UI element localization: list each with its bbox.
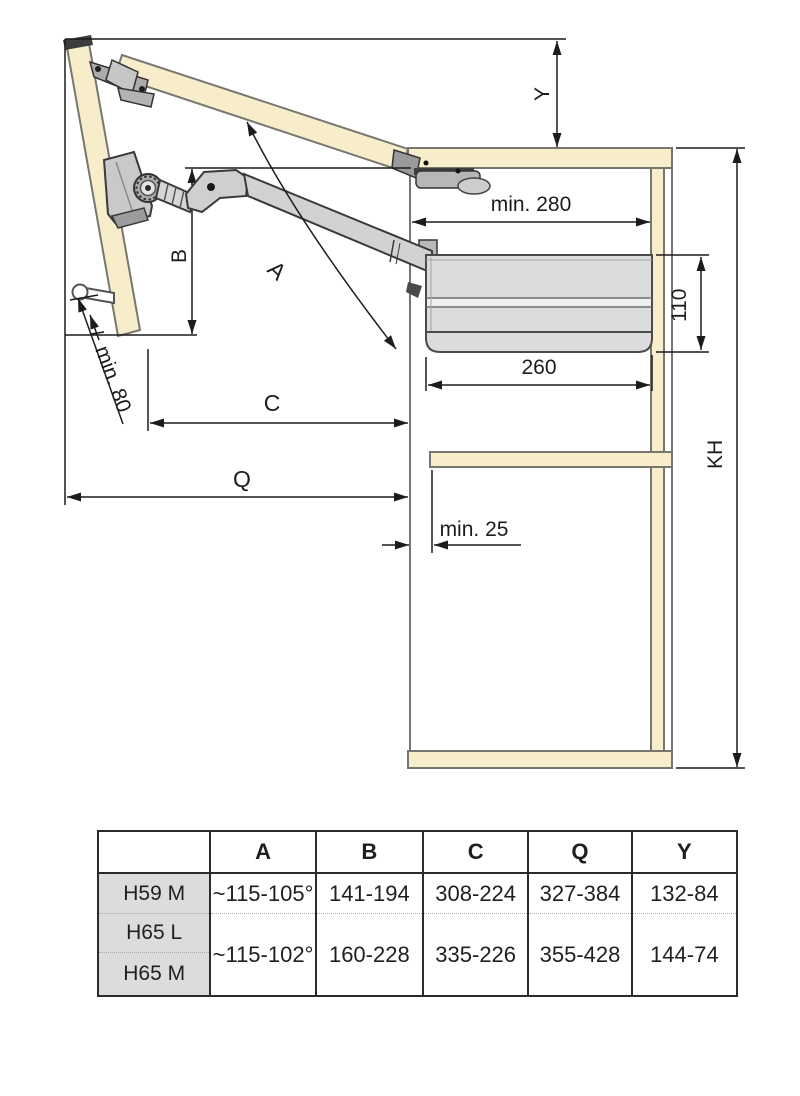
row-label-h65l: H65 L <box>98 914 210 953</box>
cabinet-bottom-panel <box>408 751 672 768</box>
cabinet-top-panel <box>408 148 672 168</box>
dim-label-110: 110 <box>668 288 691 322</box>
table-row-h65l <box>98 914 737 953</box>
table-header-empty <box>98 831 210 873</box>
lift-housing <box>406 255 652 352</box>
table-header-y: Y <box>632 831 737 873</box>
door-upper-panel <box>115 55 408 171</box>
row-label-h59m: H59 M <box>98 873 210 914</box>
arm-elbow <box>186 170 248 212</box>
cell-h65-c: 335-226 <box>423 914 528 997</box>
dim-label-y: Y <box>531 86 554 101</box>
spec-table-header-row <box>98 831 737 873</box>
dim-label-a: A <box>262 255 292 286</box>
dim-label-q: Q <box>233 466 251 492</box>
table-row-h59m <box>98 873 737 914</box>
dim-label-min25: min. 25 <box>439 518 509 541</box>
spec-table <box>97 830 738 997</box>
table-header-b: B <box>316 831 423 873</box>
table-header-c: C <box>423 831 528 873</box>
cell-h59m-b: 141-194 <box>316 873 423 914</box>
arm-pivot <box>207 183 215 191</box>
cabinet-carcass <box>408 148 672 768</box>
cell-h65-q: 355-428 <box>528 914 631 997</box>
cell-h65-y: 144-74 <box>632 914 737 997</box>
arm-hook <box>406 282 422 298</box>
cell-h65-a: ~115-102° <box>210 914 315 997</box>
cell-h59m-q: 327-384 <box>528 873 631 914</box>
lift-arm <box>244 174 432 273</box>
dim-label-c: C <box>263 390 281 416</box>
table-header-a: A <box>210 831 315 873</box>
cell-h59m-a: ~115-105° <box>210 873 315 914</box>
dim-label-260: 260 <box>521 356 557 379</box>
cell-h65-b: 160-228 <box>316 914 423 997</box>
dim-label-b: B <box>168 248 191 263</box>
cabinet-shelf <box>430 452 672 467</box>
cell-h59m-y: 132-84 <box>632 873 737 914</box>
dim-label-min80: min. 80 <box>90 342 136 416</box>
table-header-q: Q <box>528 831 631 873</box>
dim-label-min280: min. 280 <box>490 193 572 216</box>
dim-label-kh: KH <box>704 439 727 469</box>
cell-h59m-c: 308-224 <box>423 873 528 914</box>
row-label-h65m: H65 M <box>98 953 210 997</box>
lift-arm-mechanism <box>104 152 437 273</box>
